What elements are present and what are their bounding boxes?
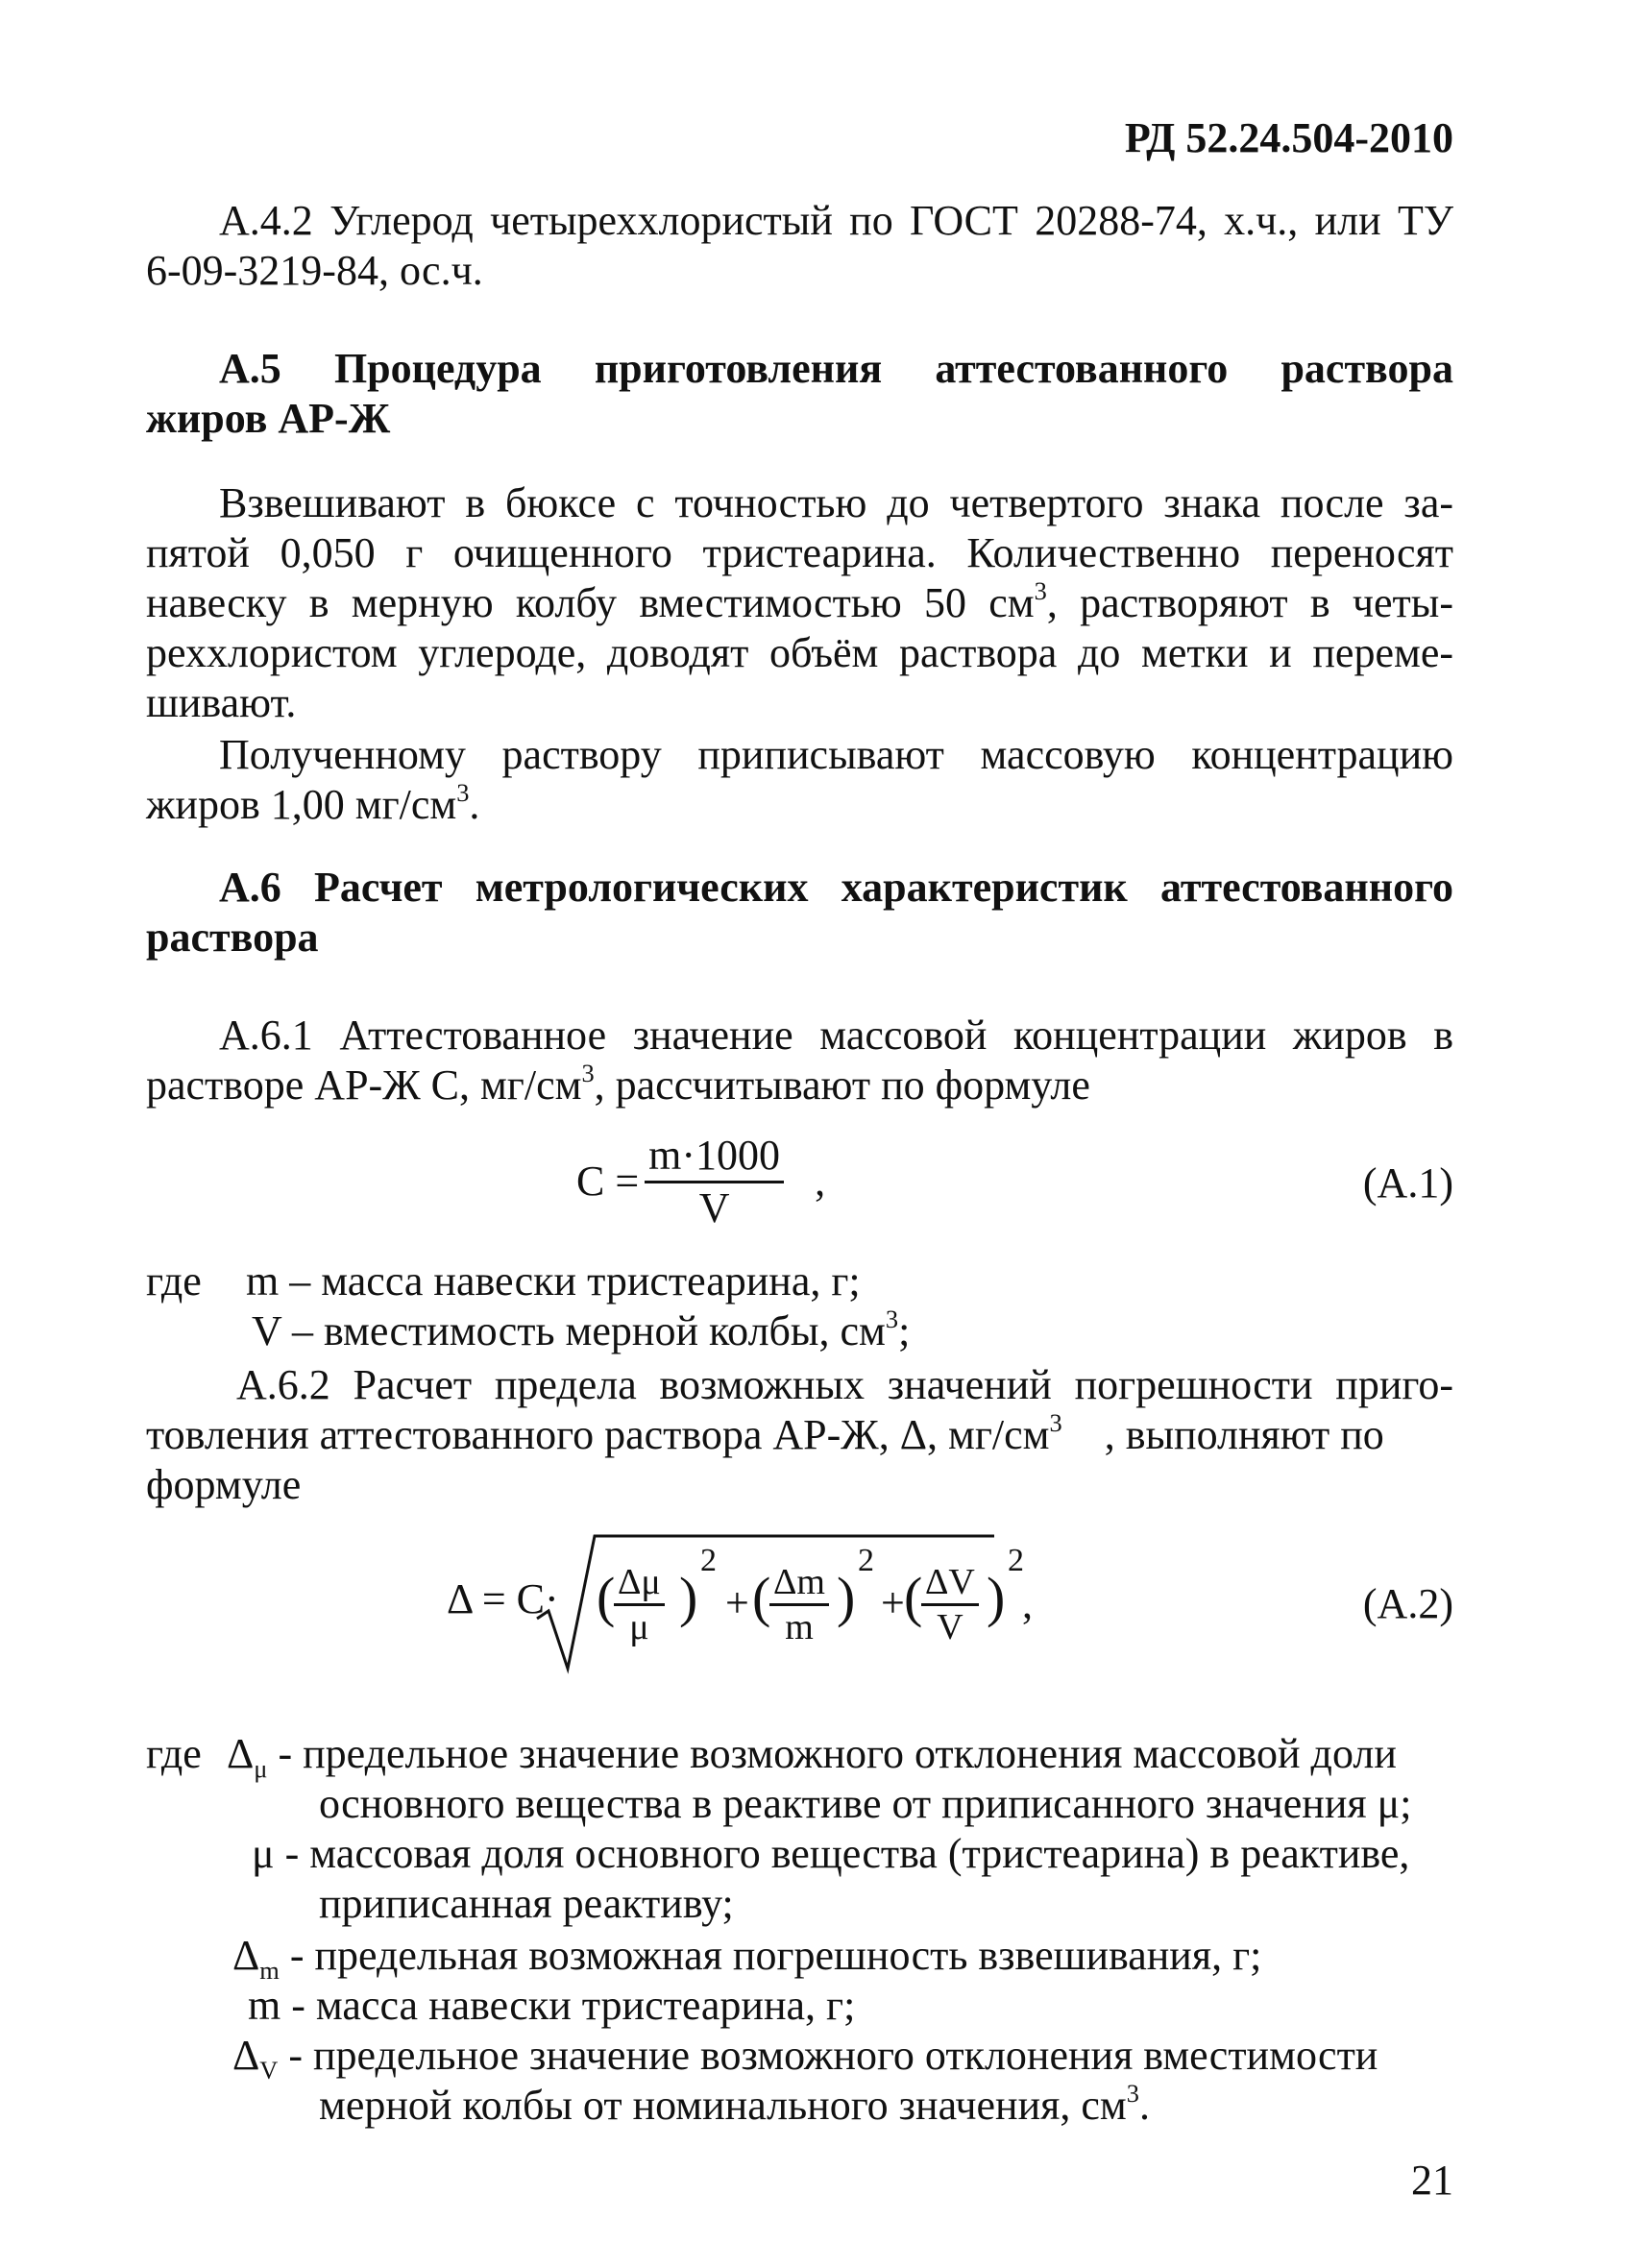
where1-v-definition: V – вместимость мерной колбы, $см^3$; <box>252 1304 911 1354</box>
paren-open-2: ( <box>752 1566 771 1628</box>
fraction-2-denominator: m <box>785 1607 814 1647</box>
a42-line1: А.4.2 Углерод четыреххлористый по ГОСТ 20288-74, х.ч., или ТУ <box>219 197 1453 244</box>
formula-a1-fraction <box>645 1131 784 1233</box>
fraction-3-denominator: V <box>937 1607 963 1647</box>
paren-close-3: ) <box>987 1566 1006 1628</box>
where2-mu-line2: приписанная реактиву; <box>319 1880 734 1927</box>
fraction-3 <box>921 1561 979 1648</box>
a61-line2: растворе АР-Ж С, $мг/см^3$, рассчитывают по формуле <box>146 1058 1090 1109</box>
power-3: 2 <box>1008 1543 1024 1578</box>
a6-heading-line2: раствора <box>146 914 319 961</box>
formula-a1-number: (А.1) <box>1362 1159 1453 1207</box>
plus-1: + <box>725 1579 749 1626</box>
a5-p1-line2: пятой 0,050 г очищенного тристеарина. Количественно переносят <box>146 529 1453 576</box>
paren-open-3: ( <box>904 1566 923 1628</box>
where2-word: где <box>146 1730 202 1777</box>
where2-dmu-line1: $\Delta_\mu$ - предельное значение возможного отклонения массовой доли <box>227 1730 1397 1783</box>
a62-line1: А.6.2 Расчет предела возможных значений погрешности приго- <box>236 1361 1453 1408</box>
a62-line2: товления аттестованного раствора АР-Ж, Δ, $мг/см^3$ , выполняют по <box>146 1407 1384 1458</box>
formula-a2-comma: , <box>1022 1580 1033 1627</box>
power-2: 2 <box>858 1543 874 1578</box>
a5-p1-line5: шивают. <box>146 679 297 726</box>
fraction-3-numerator: ΔV <box>921 1561 979 1606</box>
a5-p1-line3: навеску в мерную колбу вместимостью 50 $см^3$, растворяют в четы- <box>146 575 1453 626</box>
formula-a2-number: (А.2) <box>1362 1580 1453 1627</box>
a62-line3: формуле <box>146 1461 302 1508</box>
where2-dmu-line2: основного вещества в реактиве от приписанного значения μ; <box>319 1780 1412 1827</box>
formula-a2 <box>447 1523 1042 1676</box>
a6-heading-line1: А.6 Расчет метрологических характеристик аттестованного <box>219 864 1453 911</box>
a42-line2: 6-09-3219-84, ос.ч. <box>146 247 483 294</box>
paren-open-1: ( <box>597 1566 616 1628</box>
where2-dm-line: $\Delta_m$ - предельная возможная погрешность взвешивания, г; <box>232 1932 1262 1985</box>
a5-heading-line2: жиров АР-Ж <box>146 395 391 442</box>
where1-m-definition: m – масса навески тристеарина, г; <box>246 1257 861 1305</box>
document-id: РД 52.24.504-2010 <box>1124 114 1453 161</box>
a5-p2-line2: жиров 1,00 $мг/см^3$. <box>146 777 480 828</box>
formula-a1-denominator: V <box>698 1183 730 1232</box>
fraction-2-numerator: Δm <box>769 1561 829 1606</box>
a5-p2-line1: Полученному раствору приписывают массовую концентрацию <box>219 731 1453 778</box>
formula-a1 <box>576 1131 826 1232</box>
formula-a1-lhs: С = <box>576 1158 640 1205</box>
where1-word: где <box>146 1257 202 1305</box>
a5-heading-line1: А.5 Процедура приготовления аттестованного раствора <box>219 345 1453 392</box>
paren-close-2: ) <box>837 1566 856 1628</box>
where2-m-line: m - масса навески тристеарина, г; <box>248 1982 856 2029</box>
a61-line1: А.6.1 Аттестованное значение массовой концентрации жиров в <box>219 1012 1453 1059</box>
where2-mu-line1: μ - массовая доля основного вещества (тристеарина) в реактиве, <box>252 1830 1410 1877</box>
where2-dv-line1: $\Delta_V$ - предельное значение возможного отклонения вместимости <box>232 2032 1378 2085</box>
formula-a1-numerator: m·1000 <box>645 1131 784 1183</box>
formula-a2-lhs: Δ = С· <box>447 1575 559 1622</box>
fraction-1-numerator: Δμ <box>614 1561 665 1606</box>
fraction-2 <box>769 1561 829 1648</box>
formula-a1-comma: , <box>815 1158 826 1205</box>
where2-dv-line2: мерной колбы от номинального значения, $см^3$. <box>319 2078 1150 2129</box>
power-1: 2 <box>700 1543 717 1578</box>
page-number: 21 <box>1411 2157 1453 2204</box>
fraction-1-denominator: μ <box>629 1607 649 1647</box>
plus-2: + <box>881 1579 905 1626</box>
a5-p1-line1: Взвешивают в бюксе с точностью до четвертого знака после за- <box>219 479 1453 526</box>
fraction-1 <box>614 1561 665 1648</box>
a5-p1-line4: реххлористом углероде, доводят объём раствора до метки и переме- <box>146 629 1453 676</box>
paren-close-1: ) <box>679 1566 698 1628</box>
